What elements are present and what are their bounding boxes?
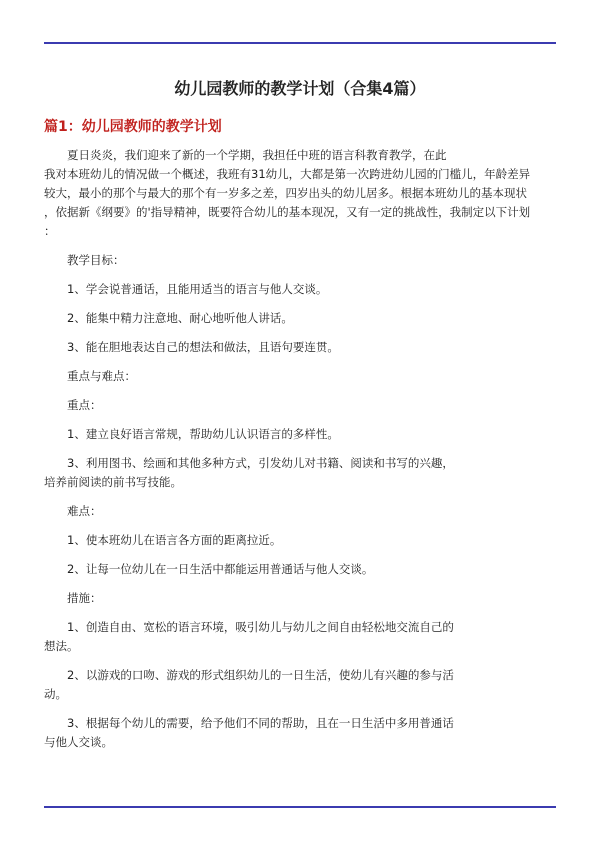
intro-line: 夏日炎炎，我们迎来了新的一个学期，我担任中班的语言科教育教学，在此 xyxy=(44,148,447,162)
section-heading: 篇1：幼儿园教师的教学计划 xyxy=(44,119,222,135)
intro-line: ，依据新《纲要》的'指导精神，既要符合幼儿的基本现况，又有一定的挑战性，我制定以下计划 xyxy=(44,205,531,219)
intro-line: ： xyxy=(44,224,56,238)
paragraph-list xyxy=(44,251,556,752)
body-paragraph: 3、能在胆地表达自己的想法和做法，且语句要连贯。 xyxy=(44,340,339,354)
body-paragraph: 2、以游戏的口吻、游戏的形式组织幼儿的一日生活，使幼儿有兴趣的参与活 动。 xyxy=(44,668,454,701)
body-paragraph: 2、让每一位幼儿在一日生活中都能运用普通话与他人交谈。 xyxy=(44,562,374,576)
body-paragraph: 教学目标： xyxy=(44,253,125,267)
body-paragraph: 1、使本班幼儿在语言各方面的距离拉近。 xyxy=(44,533,282,547)
body-paragraph: 1、建立良好语言常规，帮助幼儿认识语言的多样性。 xyxy=(44,427,339,441)
body-paragraph: 措施： xyxy=(44,591,102,605)
intro-line: 较大，最小的那个与最大的那个有一岁多之差，四岁出头的幼儿居多。根据本班幼儿的基本现状 xyxy=(44,186,527,200)
document-title: 幼儿园教师的教学计划（合集4篇） xyxy=(174,79,426,98)
document-body xyxy=(44,146,556,752)
body-paragraph: 3、根据每个幼儿的需要，给予他们不同的帮助，且在一日生活中多用普通话 与他人交谈。 xyxy=(44,716,454,749)
bottom-divider xyxy=(44,806,556,808)
body-paragraph: 难点： xyxy=(44,504,102,518)
top-divider xyxy=(44,42,556,44)
body-paragraph: 1、学会说普通话，且能用适当的语言与他人交谈。 xyxy=(44,282,328,296)
body-paragraph: 2、能集中精力注意地、耐心地听他人讲话。 xyxy=(44,311,293,325)
body-paragraph: 重点与难点： xyxy=(44,369,136,383)
body-paragraph: 重点： xyxy=(44,398,102,412)
body-paragraph: 1、创造自由、宽松的语言环境，吸引幼儿与幼儿之间自由轻松地交流自己的 想法。 xyxy=(44,620,454,653)
intro-line: 我对本班幼儿的情况做一个概述，我班有31幼儿，大都是第一次跨进幼儿园的门槛儿，年龄差异 xyxy=(44,167,531,181)
body-paragraph: 3、利用图书、绘画和其他多种方式，引发幼儿对书籍、阅读和书写的兴趣， 培养前阅读的前书写技能。 xyxy=(44,456,454,489)
intro-paragraph xyxy=(44,146,556,241)
